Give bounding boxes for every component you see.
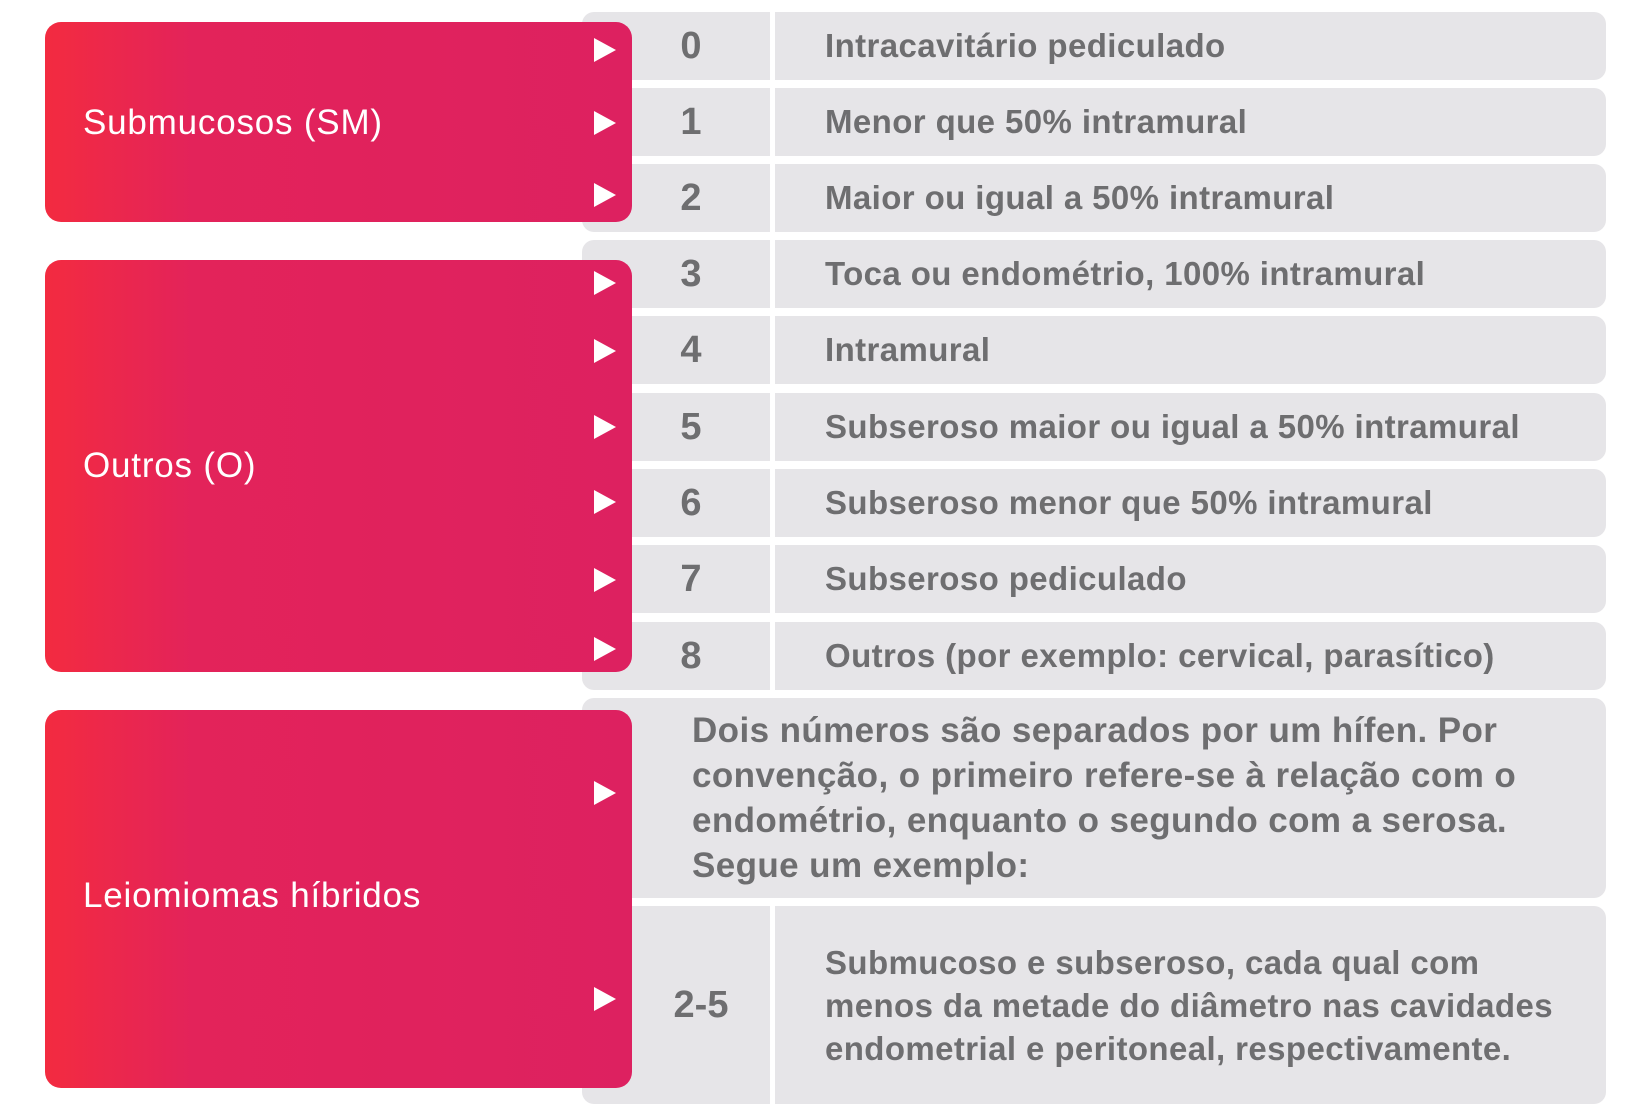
row-number: 3: [680, 252, 702, 295]
table-row: [582, 240, 1606, 308]
row-number: 7: [680, 557, 702, 600]
category-label: Outros (O): [83, 446, 257, 485]
table-row: [582, 622, 1606, 690]
row-description: Subseroso pediculado: [825, 560, 1187, 597]
category-label: Leiomiomas híbridos: [83, 876, 422, 915]
divider: [770, 240, 775, 308]
arrow-icon: [594, 271, 616, 295]
row-description: Toca ou endométrio, 100% intramural: [825, 255, 1426, 292]
row-description: Subseroso menor que 50% intramural: [825, 484, 1433, 521]
arrow-icon: [594, 38, 616, 62]
divider: [770, 88, 775, 156]
row-description: Intramural: [825, 331, 991, 368]
divider: [770, 469, 775, 537]
divider: [770, 12, 775, 80]
hybrid-note-row: [582, 698, 1606, 898]
category-submucosos: [45, 22, 632, 222]
row-description: Intracavitário pediculado: [825, 27, 1226, 64]
arrow-icon: [594, 781, 616, 805]
example-description: Submucoso e subseroso, cada qual com menos da metade do diâmetro nas cavidades endometrial e peritoneal, respectivamente.: [825, 943, 1553, 1067]
row-number: 4: [680, 328, 702, 371]
arrow-icon: [594, 183, 616, 207]
hybrid-example-row: [582, 906, 1606, 1104]
divider: [770, 164, 775, 232]
row-number: 1: [680, 100, 702, 143]
arrow-icon: [594, 111, 616, 135]
row-number: 6: [680, 481, 702, 524]
table-row: [582, 12, 1606, 80]
arrow-icon: [594, 339, 616, 363]
arrow-icon: [594, 987, 616, 1011]
table-row: [582, 393, 1606, 461]
arrow-icon: [594, 568, 616, 592]
category-outros: [45, 260, 632, 672]
row-description: Menor que 50% intramural: [825, 103, 1248, 140]
divider: [770, 545, 775, 613]
divider: [770, 393, 775, 461]
example-number: 2-5: [673, 983, 729, 1026]
divider: [770, 906, 775, 1104]
row-number: 8: [680, 634, 702, 677]
divider: [770, 316, 775, 384]
arrow-icon: [594, 637, 616, 661]
divider: [770, 622, 775, 690]
row-description: Outros (por exemplo: cervical, parasítico): [825, 637, 1495, 674]
category-label: Submucosos (SM): [83, 103, 383, 142]
table-row: [582, 88, 1606, 156]
row-number: 2: [680, 176, 702, 219]
table-row: [582, 316, 1606, 384]
hybrid-note: Dois números são separados por um hífen. Por convenção, o primeiro refere-se à relação com o endométrio, enquanto o segundo com a serosa. Segue um exemplo:: [692, 711, 1517, 885]
row-description: Subseroso maior ou igual a 50% intramural: [825, 408, 1520, 445]
table-row: [582, 545, 1606, 613]
table-row: [582, 469, 1606, 537]
row-number: 5: [680, 405, 702, 448]
category-hibridos: [45, 710, 632, 1088]
arrow-icon: [594, 415, 616, 439]
row-description: Maior ou igual a 50% intramural: [825, 179, 1335, 216]
arrow-icon: [594, 490, 616, 514]
table-row: [582, 164, 1606, 232]
row-number: 0: [680, 24, 702, 67]
